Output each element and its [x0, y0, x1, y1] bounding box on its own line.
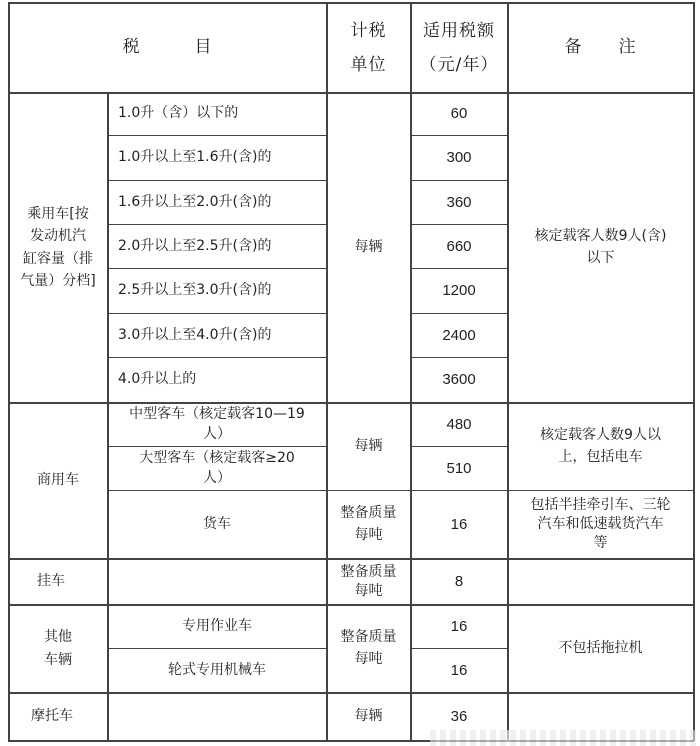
passenger-amount: 1200 [442, 282, 476, 300]
medium-bus-label: 中型客车（核定载客10—19 人） [129, 405, 305, 442]
passenger-amount: 60 [450, 105, 468, 123]
passenger-unit: 每辆 [354, 238, 383, 255]
trailer-amount: 8 [454, 572, 464, 590]
passenger-row-label: 2.5升以上至3.0升(含)的 [118, 282, 272, 299]
category-motorcycle: 摩托车 [31, 707, 73, 724]
header-remark: 备 注 [564, 37, 637, 58]
trailer-unit: 整备质量 每吨 [340, 563, 397, 599]
wheeled-machinery-amount: 16 [450, 661, 468, 679]
special-work-label: 专用作业车 [182, 617, 252, 634]
passenger-remark: 核定载客人数9人(含) 以下 [534, 227, 667, 266]
truck-label: 货车 [203, 515, 231, 532]
passenger-row-label: 1.0升（含）以下的 [118, 105, 239, 122]
category-other: 其他 车辆 [44, 629, 72, 668]
rule [693, 2, 695, 741]
large-bus-amount: 510 [446, 459, 472, 477]
passenger-amount: 360 [446, 193, 472, 211]
category-trailer: 挂车 [37, 572, 65, 589]
bus-remark: 核定载客人数9人以 上，包括电车 [540, 426, 661, 465]
wheeled-machinery-label: 轮式专用机械车 [168, 661, 266, 678]
truck-unit: 整备质量 每吨 [340, 504, 397, 543]
passenger-row-label: 4.0升以上的 [118, 371, 197, 388]
medium-bus-amount: 480 [446, 415, 472, 433]
category-commercial: 商用车 [37, 471, 79, 488]
bus-unit: 每辆 [354, 437, 383, 454]
header-amount: 适用税额 （元/年） [419, 20, 499, 75]
other-unit: 整备质量 每吨 [340, 628, 397, 667]
motorcycle-amount: 36 [450, 707, 468, 725]
header-item: 税 目 [122, 37, 213, 58]
category-passenger-car: 乘用车[按 发动机汽 缸容量（排 气量）分档] [20, 205, 96, 289]
passenger-amount: 300 [446, 149, 472, 167]
motorcycle-unit: 每辆 [354, 707, 383, 724]
passenger-row-label: 3.0升以上至4.0升(含)的 [118, 326, 272, 343]
passenger-row-label: 1.6升以上至2.0升(含)的 [118, 193, 272, 210]
bottom-edge-artifact [430, 730, 700, 746]
passenger-amount: 660 [446, 237, 472, 255]
passenger-amount: 3600 [442, 371, 476, 389]
special-work-amount: 16 [450, 617, 468, 635]
passenger-row-label: 1.0升以上至1.6升(含)的 [118, 149, 272, 166]
passenger-row-label: 2.0升以上至2.5升(含)的 [118, 237, 272, 254]
passenger-amount: 2400 [442, 326, 476, 344]
truck-remark: 包括半挂牵引车、三轮 汽车和低速载货汽车 等 [530, 497, 671, 551]
header-unit: 计税 单位 [350, 20, 387, 75]
large-bus-label: 大型客车（核定载客≥20 人） [139, 449, 295, 486]
other-remark: 不包括拖拉机 [558, 639, 643, 656]
truck-amount: 16 [450, 515, 468, 533]
